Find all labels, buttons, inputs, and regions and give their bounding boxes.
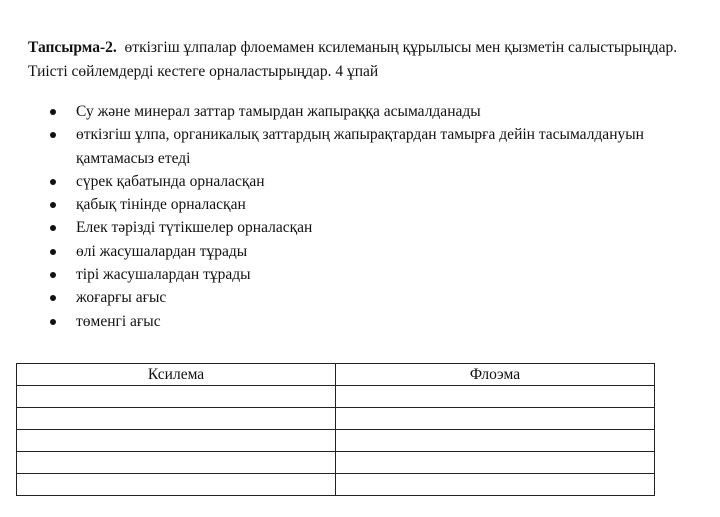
table-row [17, 474, 655, 496]
bullet-icon [50, 272, 56, 278]
statement-text: қабық тінінде орналасқан [76, 196, 246, 214]
bullet-icon [50, 132, 56, 138]
statement-text: Елек тәрізді түтікшелер орналасқан [76, 219, 313, 237]
table-cell-xylem[interactable] [17, 408, 336, 430]
table-row [17, 430, 655, 452]
table-cell-phloem[interactable] [336, 430, 655, 452]
task-text: өткізгіш ұлпалар флоемамен ксилеманың құрылысы мен қызметін салыстырыңдар. Тиісті сөйлемдерді кестеге орналастырыңдар. 4 ұпай [28, 39, 678, 80]
statement-text: өлі жасушалардан тұрады [76, 242, 248, 260]
statement-text: тірі жасушалардан тұрады [76, 266, 251, 284]
table-cell-phloem[interactable] [336, 408, 655, 430]
table-cell-xylem[interactable] [17, 452, 336, 474]
bullet-icon [50, 202, 56, 208]
header-xylem: Ксилема [17, 364, 336, 386]
table-row [17, 452, 655, 474]
statement-list [50, 100, 718, 333]
statement-text: жоғарғы ағыс [76, 289, 167, 307]
header-phloem: Флоэма [336, 364, 655, 386]
list-item [50, 286, 718, 309]
bullet-icon [50, 249, 56, 255]
table-row [17, 408, 655, 430]
bullet-icon [50, 179, 56, 185]
table-cell-phloem[interactable] [336, 452, 655, 474]
statement-text: өткізгіш ұлпа, органикалық заттардың жапырақтардан тамырға дейін тасымалдануын қамтамасыз етеді [76, 126, 644, 167]
table-header-row [17, 364, 655, 386]
list-item [50, 310, 718, 333]
table-row [17, 386, 655, 408]
list-item [50, 193, 718, 216]
list-item [50, 123, 718, 170]
table-cell-xylem[interactable] [17, 474, 336, 496]
task-label: Тапсырма-2. [28, 39, 117, 56]
bullet-icon [50, 109, 56, 115]
statement-text: сүрек қабатында орналасқан [76, 172, 265, 190]
bullet-icon [50, 225, 56, 231]
list-item [50, 100, 718, 123]
table-cell-xylem[interactable] [17, 430, 336, 452]
list-item [50, 216, 718, 239]
bullet-icon [50, 295, 56, 301]
bullet-icon [50, 319, 56, 325]
list-item [50, 263, 718, 286]
table-cell-phloem[interactable] [336, 474, 655, 496]
list-item [50, 240, 718, 263]
statement-text: Су және минерал заттар тамырдан жапыраққа асымалданады [76, 103, 481, 120]
task-paragraph [28, 36, 708, 84]
table-cell-phloem[interactable] [336, 386, 655, 408]
table-cell-xylem[interactable] [17, 386, 336, 408]
list-item [50, 170, 718, 193]
statement-text: төменгі ағыс [76, 312, 161, 330]
comparison-table [16, 363, 655, 496]
